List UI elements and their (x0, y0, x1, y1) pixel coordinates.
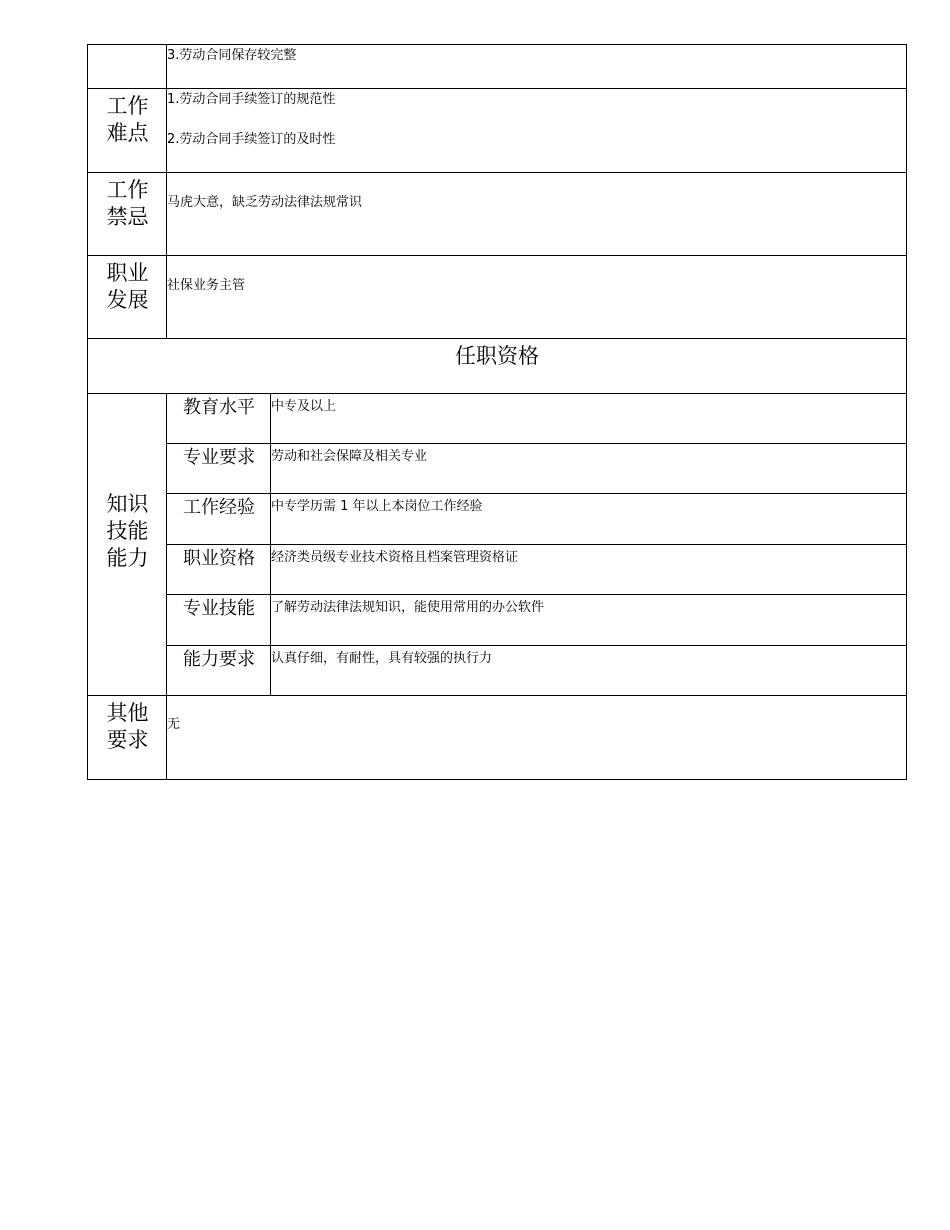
job-description-table (87, 44, 907, 780)
other-text: 无 (167, 717, 181, 732)
qualification-label-cell: 工作经验 (166, 493, 272, 546)
career-value-cell (166, 255, 907, 340)
taboo-label-line: 禁忌 (106, 205, 149, 229)
continuation-label-cell (87, 44, 168, 90)
qualification-label-cell: 专业技能 (166, 594, 272, 647)
skills-group-label-line: 技能 (106, 519, 149, 543)
qualifications-section-title: 任职资格 (87, 338, 907, 395)
qualification-value-cell: 中专学历需 1 年以上本岗位工作经验 (270, 493, 907, 546)
difficulty-label-line: 工作 (106, 94, 149, 118)
career-label-line: 发展 (106, 288, 149, 312)
continuation-value-cell (166, 44, 907, 90)
skills-group-label-line: 知识 (106, 492, 149, 516)
other-label-cell (87, 695, 168, 780)
taboo-label-cell (87, 172, 168, 257)
qualification-label-cell: 职业资格 (166, 544, 272, 596)
skills-group-label-line: 能力 (106, 546, 149, 570)
difficulty-value-cell (166, 88, 907, 174)
qualification-value-cell: 经济类员级专业技术资格且档案管理资格证 (270, 544, 907, 596)
qualification-value-cell: 认真仔细，有耐性，具有较强的执行力 (270, 645, 907, 697)
difficulty-line: 2.劳动合同手续签订的及时性 (167, 132, 336, 147)
career-label-line: 职业 (106, 261, 149, 285)
difficulty-label-line: 难点 (106, 121, 149, 145)
qualification-value-cell: 劳动和社会保障及相关专业 (270, 443, 907, 495)
taboo-label-line: 工作 (106, 178, 149, 202)
continuation-line: 3.劳动合同保存较完整 (167, 48, 297, 63)
other-value-cell (166, 695, 907, 780)
difficulty-line: 1.劳动合同手续签订的规范性 (167, 92, 336, 107)
qualification-label-cell: 教育水平 (166, 393, 272, 445)
qualification-value-cell: 中专及以上 (270, 393, 907, 445)
difficulty-label-cell (87, 88, 168, 174)
other-label-line: 其他 (106, 701, 149, 725)
qualification-value-cell: 了解劳动法律法规知识，能使用常用的办公软件 (270, 594, 907, 647)
skills-group-label-cell (87, 393, 168, 697)
qualification-label-cell: 专业要求 (166, 443, 272, 495)
career-text: 社保业务主管 (167, 278, 246, 293)
other-label-line: 要求 (106, 728, 149, 752)
qualification-label-cell: 能力要求 (166, 645, 272, 697)
taboo-value-cell (166, 172, 907, 257)
taboo-text: 马虎大意，缺乏劳动法律法规常识 (167, 195, 363, 210)
career-label-cell (87, 255, 168, 340)
